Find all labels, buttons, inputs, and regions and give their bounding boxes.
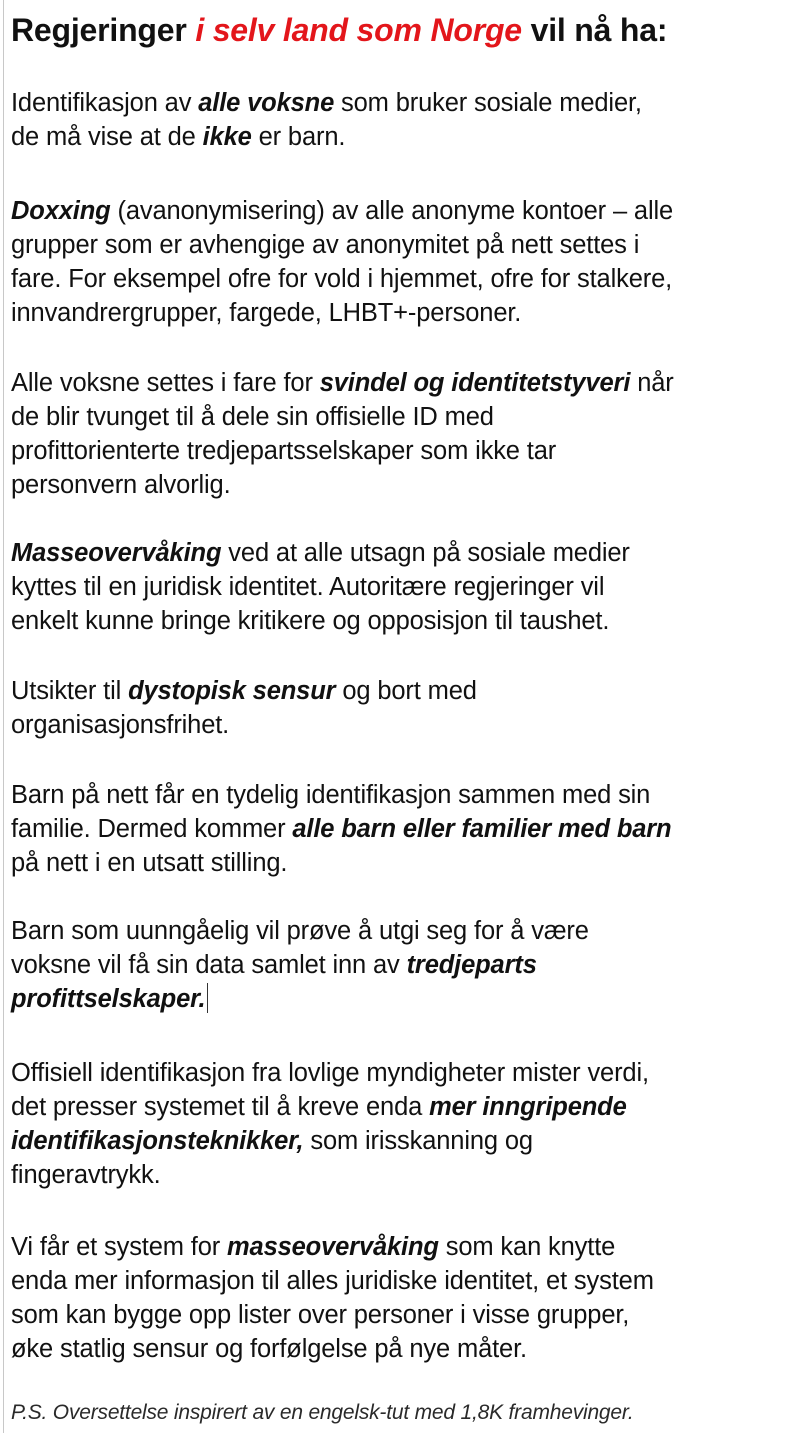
text-run: enda mer informasjon til alles juridiske identitet, et system [11,1267,654,1295]
text-run: grupper som er avhengige av anonymitet på nett settes i [11,231,640,259]
text-run: når [630,369,674,397]
emphasis: masseovervåking [227,1233,439,1261]
emphasis: Masseovervåking [11,539,222,567]
text-run: de må vise at de [11,123,203,151]
title-highlight: i selv land som Norge [195,12,522,48]
text-run: innvandrergrupper, fargede, LHBT+-personer. [11,299,522,327]
text-run: personvern alvorlig. [11,471,231,499]
emphasis: alle barn eller familier med barn [292,815,672,843]
text-run: som kan knytte [438,1233,616,1261]
left-border-line [3,0,4,1433]
emphasis: alle voksne [198,89,335,117]
text-run: fingeravtrykk. [11,1161,161,1189]
text-run: på nett i en utsatt stilling. [11,849,288,877]
text-run: organisasjonsfrihet. [11,711,230,739]
emphasis: identifikasjonsteknikker, [11,1127,304,1155]
emphasis: ikke [202,123,252,151]
postscript-note: P.S. Oversettelse inspirert av en engelsk-tut med 1,8K framhevinger. [11,1401,634,1424]
text-run: ved at alle utsagn på sosiale medier [221,539,630,567]
text-run: voksne vil få sin data samlet inn av [11,951,407,979]
paragraph-fraud [11,366,797,502]
emphasis: tredjeparts [406,951,537,979]
paragraph-identification-techniques [11,1056,797,1192]
text-run: (avanonymisering) av alle anonyme kontoer – alle [110,197,674,225]
text-cursor [207,983,208,1013]
text-run: profittorienterte tredjepartsselskaper som ikke tar [11,437,557,465]
title-text-start: Regjeringer [11,12,196,48]
paragraph-identification [11,86,797,154]
text-run: Offisiell identifikasjon fra lovlige myndigheter mister verdi, [11,1059,649,1087]
text-run: Alle voksne settes i fare for [11,369,320,397]
text-run: Barn som uunngåelig vil prøve å utgi seg for å være [11,917,589,945]
emphasis: mer inngripende [429,1093,627,1121]
text-run: øke statlig sensur og forfølgelse på nye måter. [11,1335,527,1363]
emphasis: profittselskaper. [11,985,206,1013]
paragraph-censorship [11,674,797,742]
paragraph-mass-surveillance [11,536,797,638]
text-run: Utsikter til [11,677,129,705]
emphasis: svindel og identitetstyveri [319,369,631,397]
text-run: familie. Dermed kommer [11,815,293,843]
text-run: er barn. [251,123,346,151]
text-run: som kan bygge opp lister over personer i visse grupper, [11,1301,630,1329]
text-run: Vi får et system for [11,1233,228,1261]
emphasis: dystopisk sensur [128,677,336,705]
emphasis: Doxxing [11,197,111,225]
paragraph-children-online [11,778,797,880]
paragraph-children-data [11,914,797,1016]
title-text-end: vil nå ha: [521,12,668,48]
paragraph-doxxing [11,194,797,330]
text-run: de blir tvunget til å dele sin offisielle ID med [11,403,494,431]
text-run: det presser systemet til å kreve enda [11,1093,430,1121]
text-run: og bort med [335,677,477,705]
text-run: fare. For eksempel ofre for vold i hjemmet, ofre for stalkere, [11,265,673,293]
text-run: enkelt kunne bringe kritikere og opposisjon til taushet. [11,607,610,635]
document-title [11,8,667,52]
paragraph-surveillance-system [11,1230,797,1366]
text-run: Identifikasjon av [11,89,199,117]
text-run: som bruker sosiale medier, [334,89,642,117]
text-run: kyttes til en juridisk identitet. Autoritære regjeringer vil [11,573,605,601]
text-run: som irisskanning og [303,1127,533,1155]
text-run: Barn på nett får en tydelig identifikasjon sammen med sin [11,781,651,809]
